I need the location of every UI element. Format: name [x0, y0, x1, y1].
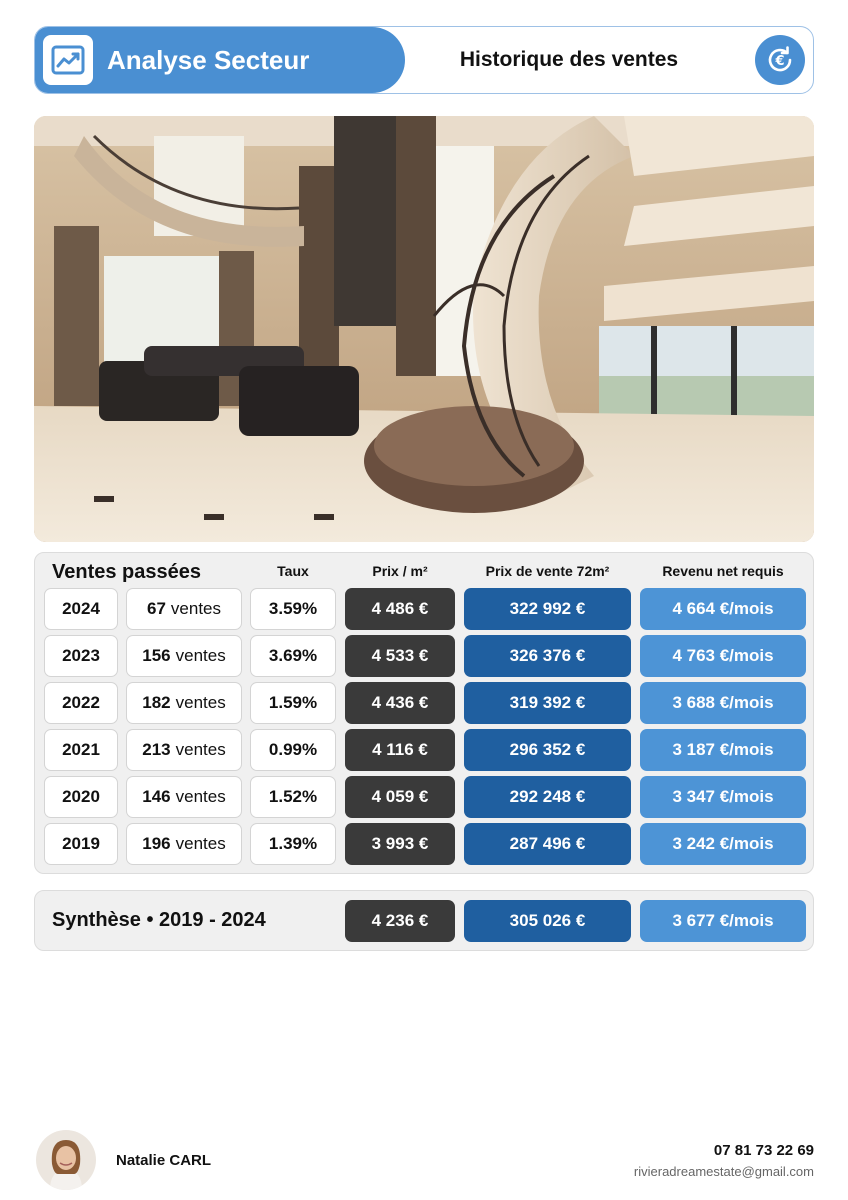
sale-price-cell: 319 392 € — [464, 682, 631, 724]
sales-unit: ventes — [170, 599, 221, 618]
table-row — [35, 729, 813, 771]
column-header-sale-price: Prix de vente 72m² — [485, 563, 610, 579]
table-row — [35, 588, 813, 630]
page-subtitle: Historique des ventes — [459, 48, 679, 71]
year-cell: 2023 — [44, 635, 118, 677]
summary-label: Synthèse • 2019 - 2024 — [52, 909, 266, 931]
income-cell: 3 242 €/mois — [640, 823, 806, 865]
agent-name: Natalie CARL — [116, 1152, 212, 1169]
sales-cell — [126, 588, 242, 630]
sale-price-cell: 287 496 € — [464, 823, 631, 865]
sales-cell — [126, 776, 242, 818]
year-cell: 2022 — [44, 682, 118, 724]
sales-unit: ventes — [175, 693, 226, 712]
sales-unit: ventes — [175, 646, 226, 665]
price-per-m2-cell: 4 059 € — [345, 776, 455, 818]
table-row — [35, 635, 813, 677]
sales-unit: ventes — [175, 740, 226, 759]
sales-count: 196 — [142, 834, 171, 853]
header-title-block — [35, 27, 405, 93]
price-per-m2-cell: 4 486 € — [345, 588, 455, 630]
sales-cell — [126, 823, 242, 865]
property-photo — [34, 116, 814, 542]
income-cell: 3 347 €/mois — [640, 776, 806, 818]
agent-email[interactable]: rivieradreamestate@gmail.com — [633, 1164, 814, 1179]
price-per-m2-cell: 4 116 € — [345, 729, 455, 771]
avatar — [36, 1130, 96, 1190]
sale-price-cell: 322 992 € — [464, 588, 631, 630]
income-cell: 4 664 €/mois — [640, 588, 806, 630]
euro-refresh-icon — [763, 43, 797, 77]
summary-sale-price: 305 026 € — [464, 900, 631, 942]
sale-price-cell: 296 352 € — [464, 729, 631, 771]
column-header-income: Revenu net requis — [662, 563, 784, 579]
sales-cell — [126, 635, 242, 677]
page-header — [34, 26, 814, 94]
income-cell: 3 688 €/mois — [640, 682, 806, 724]
income-cell: 3 187 €/mois — [640, 729, 806, 771]
column-header-price-per-m2: Prix / m² — [372, 563, 428, 579]
sale-price-cell: 292 248 € — [464, 776, 631, 818]
page-title: Analyse Secteur — [107, 44, 310, 75]
svg-text:€: € — [775, 54, 785, 69]
sales-cell — [126, 682, 242, 724]
income-cell: 4 763 €/mois — [640, 635, 806, 677]
logo — [43, 35, 93, 85]
sales-count: 146 — [142, 787, 171, 806]
year-cell: 2019 — [44, 823, 118, 865]
sales-count: 213 — [142, 740, 171, 759]
price-per-m2-cell: 4 436 € — [345, 682, 455, 724]
price-per-m2-cell: 3 993 € — [345, 823, 455, 865]
badge — [755, 35, 805, 85]
sales-history-table — [34, 552, 814, 874]
table-row — [35, 682, 813, 724]
sales-unit: ventes — [175, 834, 226, 853]
sales-cell — [126, 729, 242, 771]
year-cell: 2020 — [44, 776, 118, 818]
rate-cell: 0.99% — [250, 729, 336, 771]
summary-price-per-m2: 4 236 € — [345, 900, 455, 942]
line-chart-icon — [51, 45, 85, 75]
sales-count: 156 — [142, 646, 171, 665]
column-header-rate: Taux — [277, 563, 309, 579]
sales-count: 67 — [146, 599, 166, 618]
table-row — [35, 776, 813, 818]
interior-staircase-image — [34, 116, 814, 542]
rate-cell: 3.69% — [250, 635, 336, 677]
agent-photo — [36, 1130, 96, 1190]
rate-cell: 3.59% — [250, 588, 336, 630]
table-title: Ventes passées — [52, 561, 201, 583]
rate-cell: 1.52% — [250, 776, 336, 818]
year-cell: 2024 — [44, 588, 118, 630]
sales-count: 182 — [142, 693, 171, 712]
agent-phone[interactable]: 07 81 73 22 69 — [713, 1142, 814, 1159]
price-per-m2-cell: 4 533 € — [345, 635, 455, 677]
year-cell: 2021 — [44, 729, 118, 771]
summary-row — [34, 890, 814, 951]
sale-price-cell: 326 376 € — [464, 635, 631, 677]
rate-cell: 1.39% — [250, 823, 336, 865]
sales-unit: ventes — [175, 787, 226, 806]
rate-cell: 1.59% — [250, 682, 336, 724]
table-row — [35, 823, 813, 865]
summary-income: 3 677 €/mois — [640, 900, 806, 942]
